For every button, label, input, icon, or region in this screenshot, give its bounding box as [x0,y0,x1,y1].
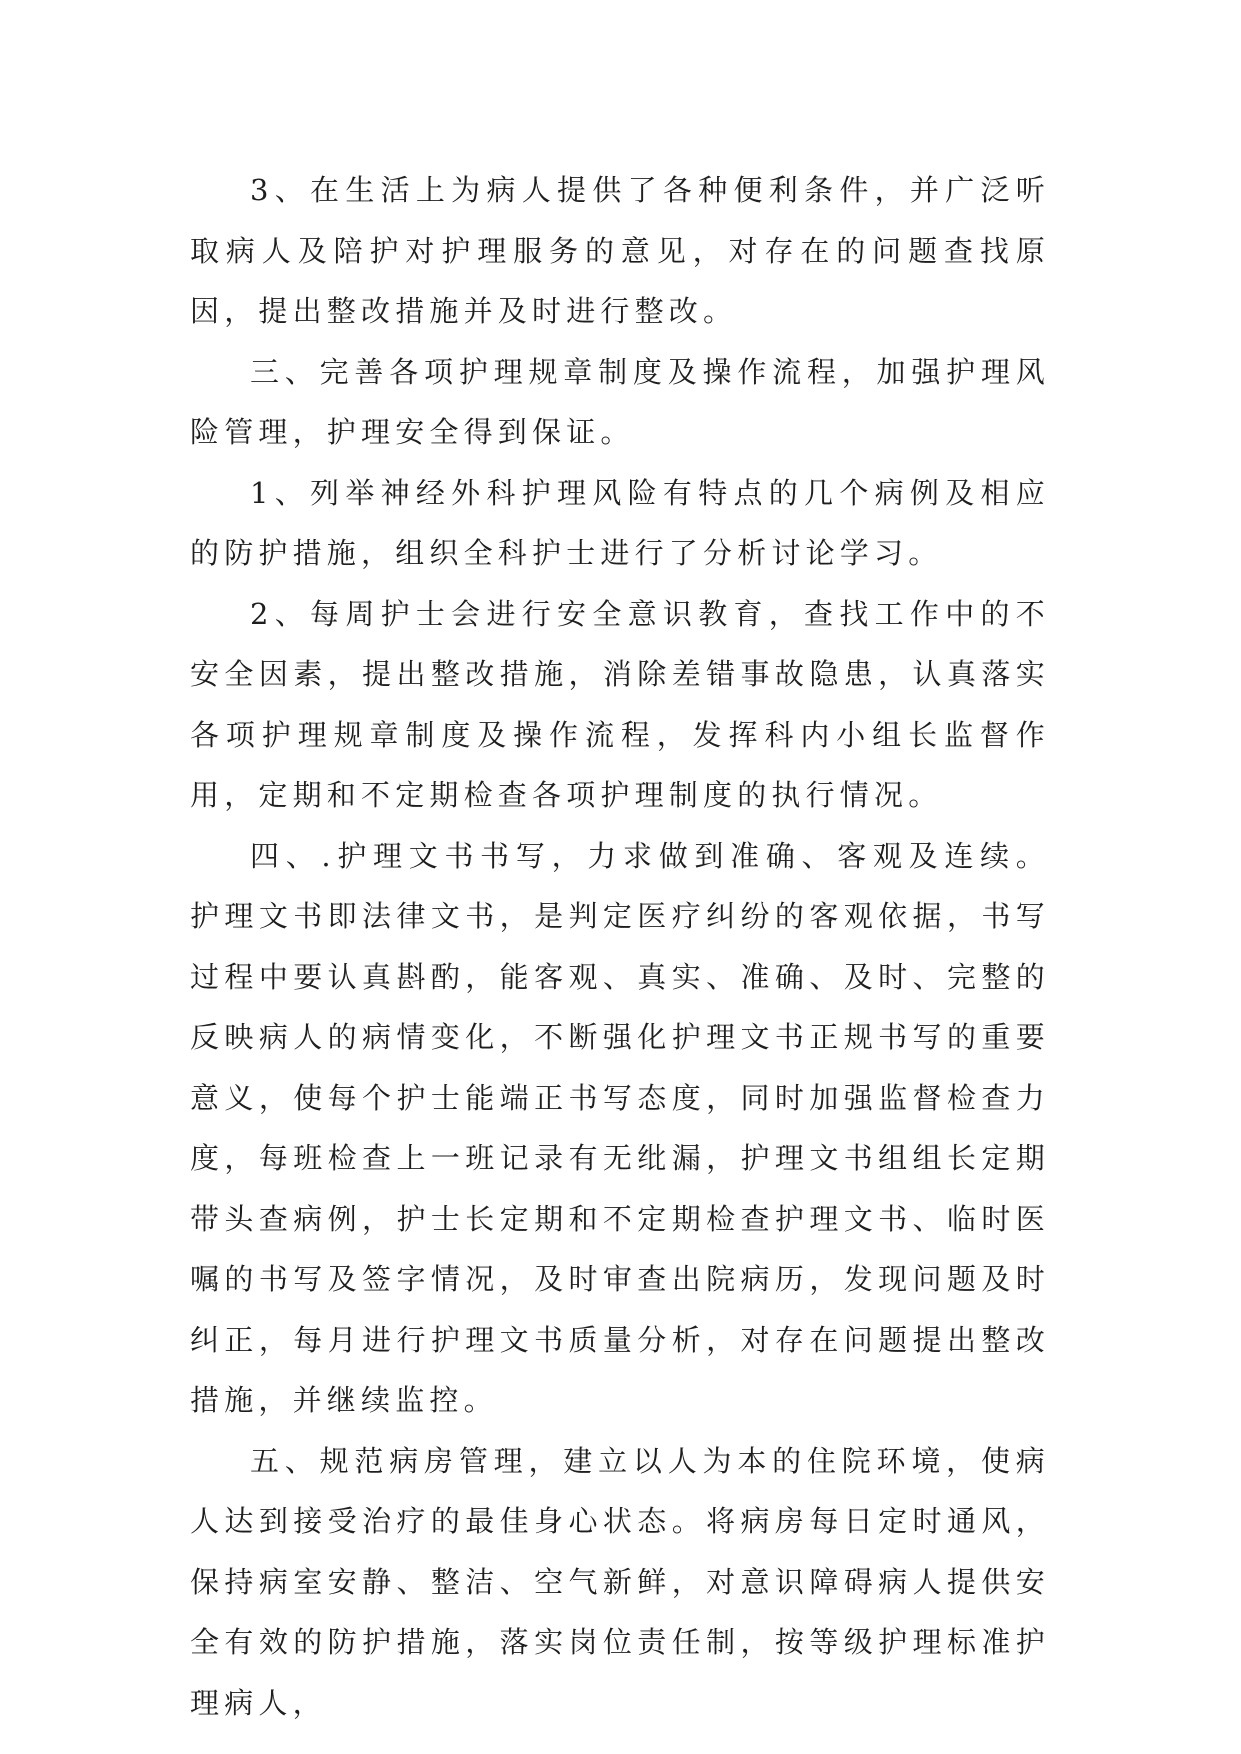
paragraph-risk-cases: 1、列举神经外科护理风险有特点的几个病例及相应的防护措施，组织全科护士进行了分析讨论学习。 [190,475,1050,570]
paragraph-safety-education: 2、每周护士会进行安全意识教育，查找工作中的不安全因素，提出整改措施，消除差错事故隐患，认真落实各项护理规章制度及操作流程，发挥科内小组长监督作用，定期和不定期检查各项护理制度的执行情况。 [190,596,1050,812]
paragraph-section-five-ward-management: 五、规范病房管理，建立以人为本的住院环境，使病人达到接受治疗的最佳身心状态。将病房每日定时通风，保持病室安静、整洁、空气新鲜，对意识障碍病人提供安全有效的防护措施，落实岗位责任制，按等级护理标准护理病人， [190,1443,1050,1720]
paragraph-section-three-heading: 三、完善各项护理规章制度及操作流程，加强护理风险管理，护理安全得到保证。 [190,354,1050,449]
paragraph-life-convenience: 3、在生活上为病人提供了各种便利条件，并广泛听取病人及陪护对护理服务的意见，对存在的问题查找原因，提出整改措施并及时进行整改。 [190,173,1050,328]
document-body [190,160,1050,1733]
paragraph-section-four-documentation: 四、.护理文书书写，力求做到准确、客观及连续。护理文书即法律文书，是判定医疗纠纷的客观依据，书写过程中要认真斟酌，能客观、真实、准确、及时、完整的反映病人的病情变化，不断强化护理文书正规书写的重要意义，使每个护士能端正书写态度，同时加强监督检查力度，每班检查上一班记录有无纰漏，护理文书组组长定期带头查病例，护士长定期和不定期检查护理文书、临时医嘱的书写及签字情况，及时审查出院病历，发现问题及时纠正，每月进行护理文书质量分析，对存在问题提出整改措施，并继续监控。 [190,838,1050,1417]
